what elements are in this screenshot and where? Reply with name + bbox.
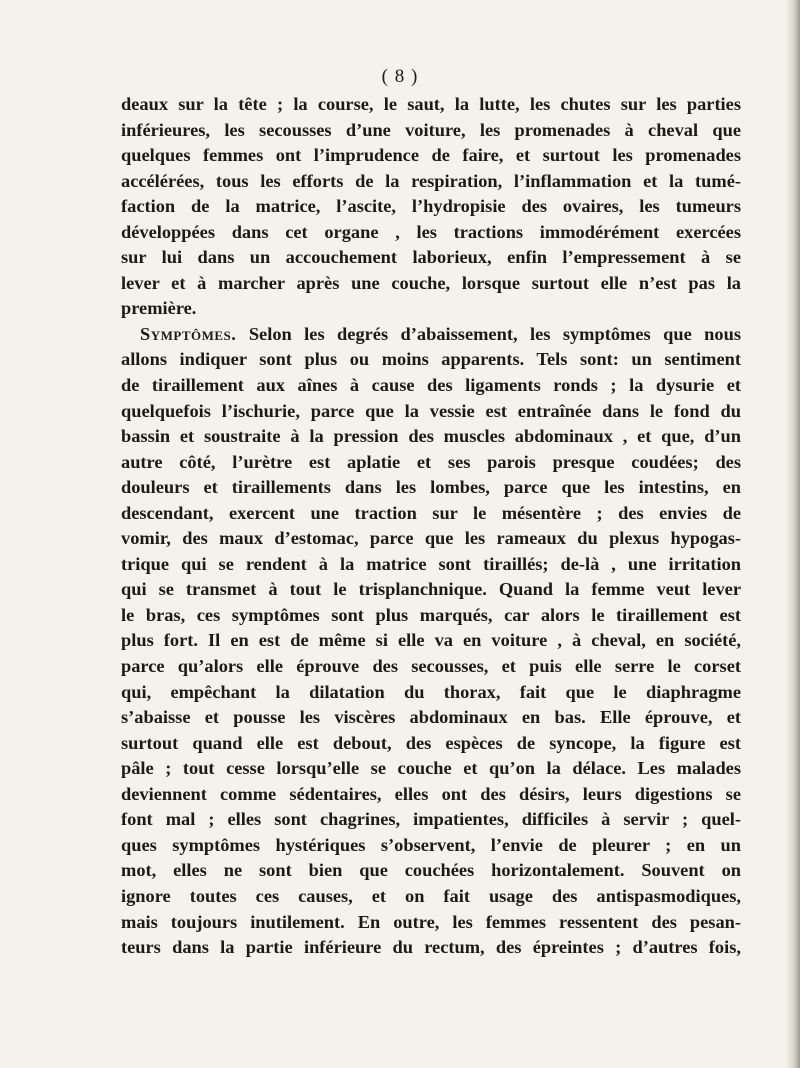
text-line: faction de la matrice, l’ascite, l’hydropisie des ovaires, les tumeurs: [121, 196, 741, 217]
text-line: plus fort. Il en est de même si elle va en voiture , à cheval, en société,: [121, 630, 741, 651]
text-line: trique qui se rendent à la matrice sont tiraillés; de-là , une irritation: [121, 553, 741, 574]
section-heading: Symptômes.: [140, 323, 237, 344]
text-line: ignore toutes ces causes, et on fait usage des antispasmodiques,: [121, 885, 741, 906]
text-line: allons indiquer sont plus ou moins apparents. Tels sont: un sentiment: [121, 349, 741, 370]
text-line: s’abaisse et pousse les viscères abdominaux en bas. Elle éprouve, et: [121, 707, 741, 728]
text-line: deaux sur la tête ; la course, le saut, la lutte, les chutes sur les parties: [121, 94, 741, 114]
text-line: vomir, des maux d’estomac, parce que les rameaux du plexus hypogas-: [121, 528, 741, 549]
text-line: première.: [121, 298, 197, 319]
text-line: qui, empêchant la dilatation du thorax, fait que le diaphragme: [121, 681, 741, 702]
text-line: surtout quand elle est debout, des espèces de syncope, la figure est: [121, 732, 741, 753]
text-line: bassin et soustraite à la pression des muscles abdominaux , et que, d’un: [121, 426, 741, 447]
text-line: pâle ; tout cesse lorsqu’elle se couche et qu’on la délace. Les malades: [121, 758, 741, 779]
body-text: [121, 92, 741, 961]
text-line: mais toujours inutilement. En outre, les femmes ressentent des pesan-: [121, 911, 741, 932]
text-line: descendant, exercent une traction sur le mésentère ; des envies de: [121, 502, 741, 523]
text-line: teurs dans la partie inférieure du rectum, des épreintes ; d’autres fois,: [121, 937, 741, 958]
text-line: font mal ; elles sont chagrines, impatientes, difficiles à servir ; quel-: [121, 809, 741, 830]
paragraph-causes: [121, 92, 741, 322]
text-line: parce qu’alors elle éprouve des secousses, et puis elle serre le corset: [121, 656, 741, 677]
text-line: mot, elles ne sont bien que couchées horizontalement. Souvent on: [121, 860, 741, 881]
text-line: ques symptômes hystériques s’observent, l’envie de pleurer ; en un: [121, 834, 741, 855]
text-line: lever et à marcher après une couche, lorsque surtout elle n’est pas la: [121, 272, 741, 293]
text-line: deviennent comme sédentaires, elles ont des désirs, leurs digestions se: [121, 783, 741, 804]
text-line: développées dans cet organe , les tractions immodérément exercées: [121, 221, 741, 242]
text-line: inférieures, les secousses d’une voiture, les promenades à cheval que: [121, 119, 741, 140]
paragraph-symptoms: [121, 322, 741, 961]
text-line: quelques femmes ont l’imprudence de faire, et surtout les promenades: [121, 145, 741, 166]
text-line: autre côté, l’urètre est aplatie et ses parois presque coudées; des: [121, 451, 741, 472]
text-line: le bras, ces symptômes sont plus marqués, car alors le tiraillement est: [121, 604, 741, 625]
text-line: accélérées, tous les efforts de la respiration, l’inflammation et la tumé-: [121, 170, 741, 191]
text-line: douleurs et tiraillements dans les lombes, parce que les intestins, en: [121, 477, 741, 498]
text-line-rest: Selon les degrés d’abaissement, les symptômes que nous: [248, 323, 741, 344]
text-line: [121, 322, 741, 348]
page-edge-shadow: [786, 0, 800, 1068]
text-line: qui se transmet à tout le trisplanchnique. Quand la femme veut lever: [121, 579, 741, 600]
text-line: sur lui dans un accouchement laborieux, enfin l’empressement à se: [121, 247, 741, 268]
page-number: ( 8 ): [381, 66, 419, 87]
text-line: quelquefois l’ischurie, parce que la vessie est entraînée dans le fond du: [121, 400, 741, 421]
text-line: de tiraillement aux aînes à cause des ligaments ronds ; la dysurie et: [121, 375, 741, 396]
